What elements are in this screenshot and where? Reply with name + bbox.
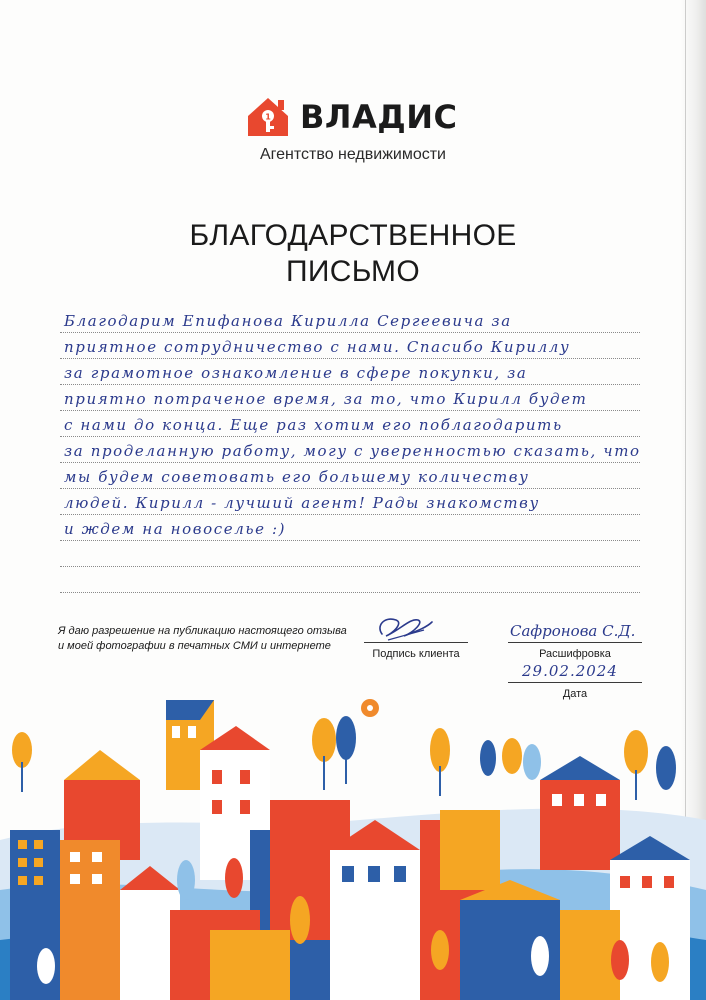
house-key-icon <box>244 94 292 138</box>
date-line <box>508 682 642 683</box>
svg-text:1: 1 <box>265 112 271 122</box>
ruled-line <box>60 488 640 489</box>
ruled-line <box>60 410 640 411</box>
decoding-value: Сафронова С.Д. <box>510 622 636 640</box>
ruled-line <box>60 436 640 437</box>
publication-permission: Я даю разрешение на публикацию настоящего отзыва и моей фотографии в печатных СМИ и интернете <box>58 625 347 652</box>
decoding-line <box>508 642 642 643</box>
letter-line: с нами до конца. Еще раз хотим его поблагодарить <box>64 416 563 434</box>
letter-title <box>0 218 706 290</box>
letter-line: приятно потраченое время, за то, что Кирилл будет <box>64 390 588 408</box>
brand-name: ВЛАДИС <box>300 98 458 136</box>
ruled-line <box>60 462 640 463</box>
ruled-line <box>60 384 640 385</box>
signature-line <box>364 642 468 643</box>
ruled-line <box>60 566 640 567</box>
ruled-line <box>60 332 640 333</box>
ruled-line <box>60 514 640 515</box>
ruled-line <box>60 540 640 541</box>
date-label: Дата <box>562 688 588 700</box>
letter-line: Благодарим Епифанова Кирилла Сергеевича за <box>64 312 512 330</box>
ruled-line <box>60 592 640 593</box>
city-illustration <box>0 690 706 1000</box>
letter-title-line-2: ПИСЬМО <box>286 255 420 288</box>
decoding-label: Расшифровка <box>539 648 611 660</box>
letter-line: мы будем советовать его большему количеству <box>64 468 530 486</box>
signature-scribble <box>374 612 434 646</box>
signature-label: Подпись клиента <box>372 648 460 660</box>
ruled-line <box>60 358 640 359</box>
letter-title-line-1: БЛАГОДАРСТВЕННОЕ <box>189 219 517 252</box>
letter-line: людей. Кирилл - лучший агент! Рады знакомству <box>64 494 540 512</box>
letter-line: и ждем на новоселье :) <box>64 520 287 538</box>
brand-tagline: Агентство недвижимости <box>260 146 446 163</box>
letter-line: за грамотное ознакомление в сфере покупки, за <box>64 364 528 382</box>
letter-line: приятное сотрудничество с нами. Спасибо Кириллу <box>64 338 571 356</box>
letter-line: за проделанную работу, могу с уверенностью сказать, что <box>64 442 641 460</box>
brand-logo <box>244 94 474 138</box>
date-value: 29.02.2024 <box>522 662 618 680</box>
